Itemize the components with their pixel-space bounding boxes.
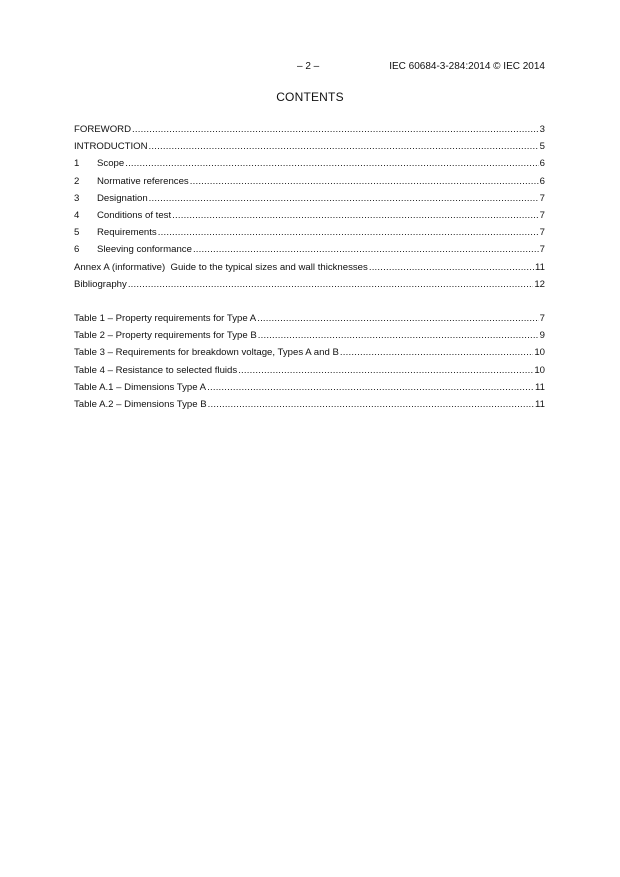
table-entry-page: 9 (539, 330, 545, 342)
table-entry-label: Table A.1 – Dimensions Type A (74, 381, 207, 393)
toc-entry-page: 7 (539, 192, 545, 204)
table-of-contents (74, 121, 545, 293)
list-of-tables (74, 310, 545, 413)
toc-entry-label: Annex A (informative) Guide to the typical sizes and wall thicknesses (74, 261, 368, 273)
toc-entry-annex-a[interactable] (74, 259, 545, 276)
table-entry-3[interactable] (74, 344, 545, 361)
toc-leader (207, 379, 534, 396)
toc-entry-number: 6 (74, 244, 80, 256)
table-entry-4[interactable] (74, 362, 545, 379)
toc-entry-page: 3 (539, 124, 545, 135)
toc-entry-page: 7 (539, 244, 545, 256)
toc-leader (258, 327, 539, 344)
toc-entry-page: 6 (539, 175, 545, 187)
table-entry-label: Table 4 – Resistance to selected fluids (74, 364, 238, 376)
toc-entry-label: Requirements (97, 227, 157, 239)
toc-entry-number: 4 (74, 209, 80, 221)
toc-leader (172, 207, 539, 224)
document-reference: IEC 60684-3-284:2014 © IEC 2014 (389, 61, 545, 72)
toc-entry-page: 11 (535, 261, 545, 273)
toc-entry-page: 12 (534, 278, 545, 290)
toc-entry-label: Conditions of test (97, 209, 172, 221)
table-entry-label: Table 2 – Property requirements for Type B (74, 330, 257, 342)
toc-entry-label: Bibliography (74, 278, 127, 290)
toc-entry-label: INTRODUCTION (74, 141, 148, 153)
toc-entry-conditions-of-test[interactable] (74, 207, 545, 224)
toc-entry-designation[interactable] (74, 190, 545, 207)
toc-entry-scope[interactable] (74, 155, 545, 172)
table-entry-label: Table A.2 – Dimensions Type B (74, 398, 207, 410)
toc-leader (149, 138, 539, 155)
toc-entry-normative-references[interactable] (74, 173, 545, 190)
toc-leader (149, 190, 539, 207)
toc-entry-sleeving-conformance[interactable] (74, 241, 545, 258)
toc-entry-label: Designation (97, 192, 148, 204)
toc-entry-page: 6 (539, 158, 545, 170)
table-entry-a2[interactable] (74, 396, 545, 413)
toc-entry-page: 7 (539, 227, 545, 239)
toc-leader (158, 224, 539, 241)
toc-entry-page: 7 (539, 209, 545, 221)
toc-entry-label: Scope (97, 158, 125, 170)
toc-leader (193, 241, 539, 258)
page-title: CONTENTS (276, 90, 344, 104)
toc-leader (340, 344, 533, 361)
toc-leader (190, 173, 539, 190)
toc-entry-number: 1 (74, 158, 80, 170)
table-entry-page: 11 (535, 381, 545, 393)
toc-leader (238, 362, 533, 379)
toc-entry-label: Normative references (97, 175, 189, 187)
toc-leader (128, 276, 534, 293)
toc-leader (257, 310, 538, 327)
toc-entry-label: FOREWORD (74, 124, 132, 135)
toc-entry-number: 3 (74, 192, 80, 204)
table-entry-2[interactable] (74, 327, 545, 344)
table-entry-label: Table 3 – Requirements for breakdown voltage, Types A and B (74, 347, 339, 359)
table-entry-page: 10 (534, 364, 545, 376)
toc-leader (132, 121, 539, 138)
toc-leader (208, 396, 534, 413)
table-entry-page: 10 (534, 347, 545, 359)
toc-entry-foreword[interactable] (74, 121, 545, 138)
page-number: – 2 – (297, 61, 320, 72)
table-entry-label: Table 1 – Property requirements for Type A (74, 313, 257, 324)
toc-entry-requirements[interactable] (74, 224, 545, 241)
table-entry-1[interactable] (74, 310, 545, 327)
toc-leader (125, 155, 538, 172)
table-entry-page: 11 (535, 398, 545, 410)
toc-entry-number: 2 (74, 175, 80, 187)
toc-leader (369, 259, 534, 276)
table-entry-a1[interactable] (74, 379, 545, 396)
toc-entry-page: 5 (539, 141, 545, 153)
toc-entry-number: 5 (74, 227, 80, 239)
toc-entry-bibliography[interactable] (74, 276, 545, 293)
toc-entry-introduction[interactable] (74, 138, 545, 155)
toc-entry-label: Sleeving conformance (97, 244, 192, 256)
table-entry-page: 7 (539, 313, 545, 324)
